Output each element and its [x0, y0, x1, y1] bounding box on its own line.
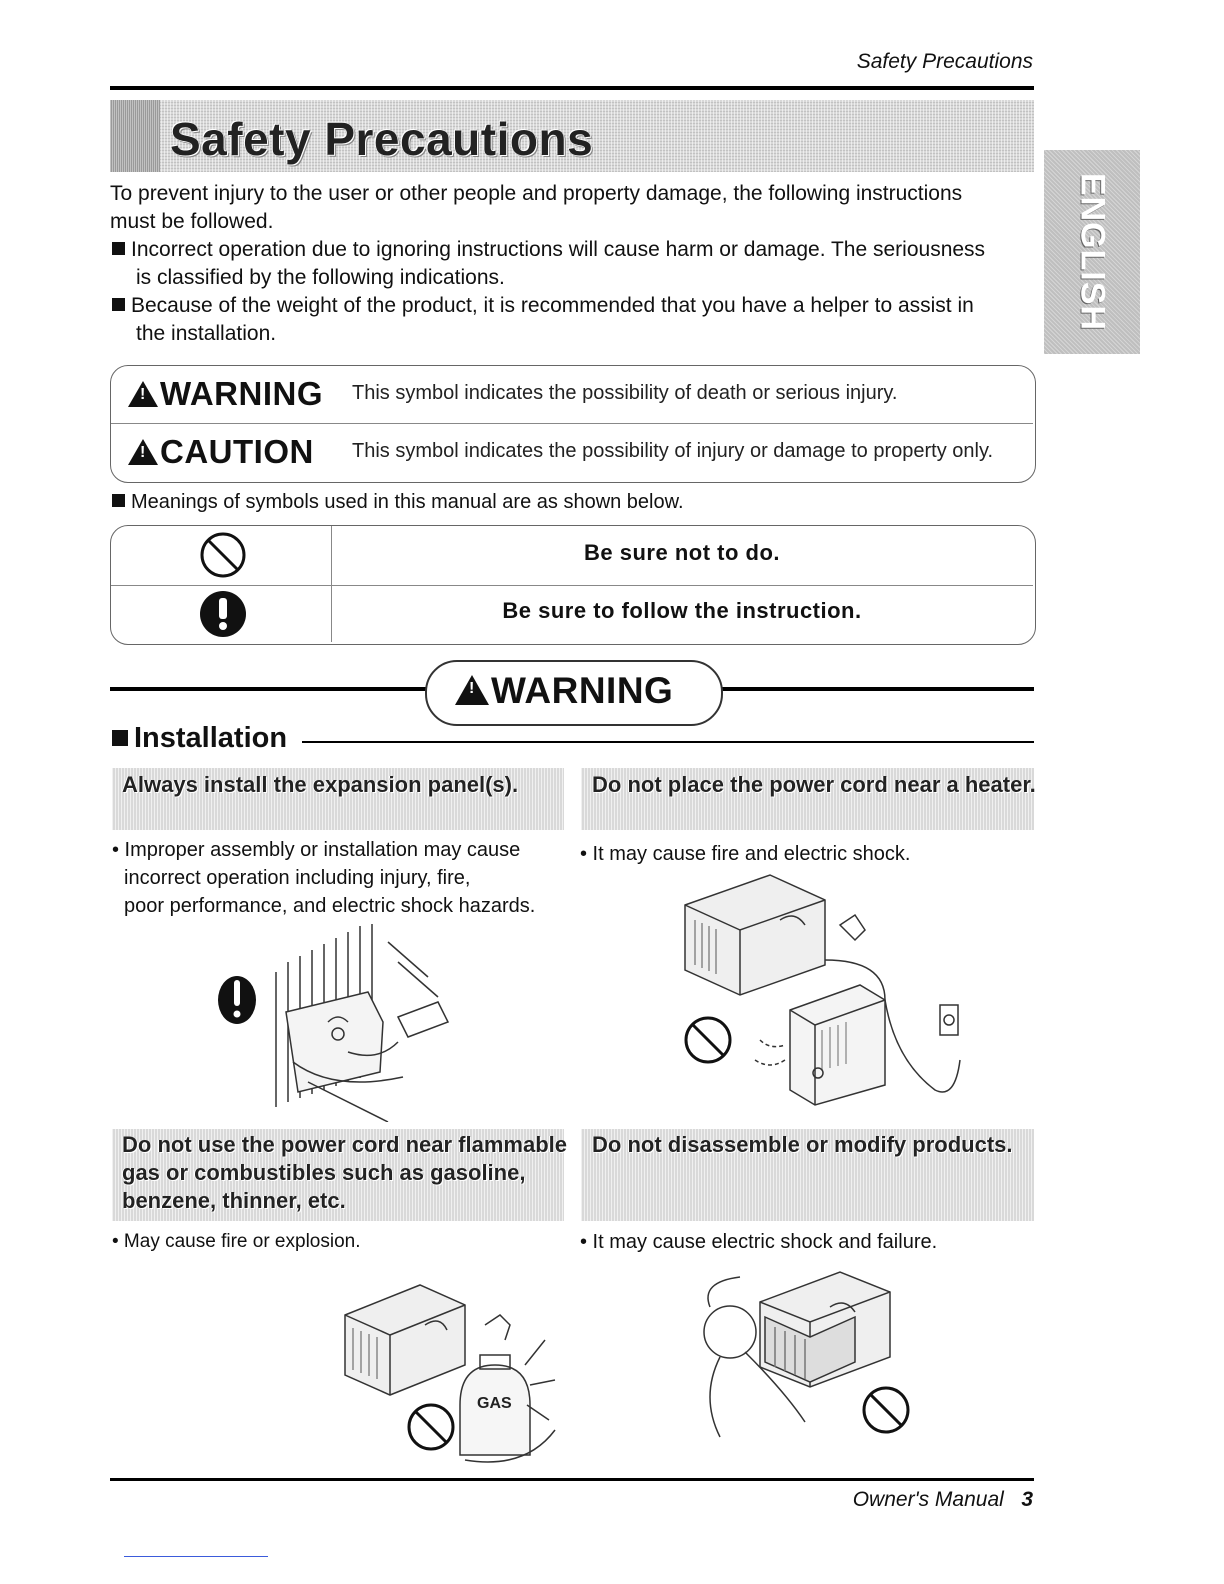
language-tab-label: ENGLISH	[1073, 172, 1112, 332]
square-bullet-icon	[112, 242, 125, 255]
warning-badge-word: WARNING	[491, 670, 674, 711]
bottom-rule	[110, 1478, 1034, 1481]
warning-rule-left	[110, 687, 426, 691]
item2-desc: • It may cause fire and electric shock.	[580, 843, 911, 865]
page-footer	[700, 1488, 1033, 1512]
disassembly-illustration	[690, 1262, 930, 1462]
section-heading-rule	[302, 741, 1034, 743]
item1-desc-line-2: incorrect operation including injury, fire,	[124, 867, 471, 889]
warning-signal	[128, 375, 323, 413]
prohibited-meaning: Be sure not to do.	[584, 540, 780, 565]
prohibited-icon	[198, 530, 248, 580]
intro-line-1: To prevent injury to the user or other people and property damage, the following instructions	[110, 182, 963, 205]
gas-illustration	[335, 1265, 575, 1475]
gas-label: GAS	[477, 1395, 512, 1412]
page-title: Safety Precautions	[170, 113, 594, 165]
item1-desc-line-3: poor performance, and electric shock hazards.	[124, 895, 536, 917]
caution-description: This symbol indicates the possibility of injury or damage to property only.	[352, 440, 994, 462]
item3-title-line-3: benzene, thinner, etc.	[122, 1188, 346, 1213]
intro-line-2: must be followed.	[110, 210, 274, 233]
intro-bullet-1-text: Incorrect operation due to ignoring instructions will cause harm or damage. The seriousness	[131, 238, 986, 261]
caution-signal	[128, 433, 314, 471]
section-heading-text: Installation	[134, 722, 288, 754]
meanings-intro-text: Meanings of symbols used in this manual are as shown below.	[131, 491, 684, 513]
item3-title-line-1: Do not use the power cord near flammable	[122, 1132, 567, 1157]
mandatory-icon	[198, 589, 248, 639]
square-bullet-icon	[112, 494, 125, 507]
installation-illustration	[198, 922, 458, 1122]
intro-bullet-2	[112, 292, 1032, 320]
warning-description: This symbol indicates the possibility of death or serious injury.	[352, 382, 898, 404]
warning-word: WARNING	[160, 375, 323, 412]
item3-desc: • May cause fire or explosion.	[112, 1231, 361, 1252]
mandatory-meaning: Be sure to follow the instruction.	[502, 598, 862, 623]
meanings-intro	[112, 488, 684, 516]
caution-word: CAUTION	[160, 433, 314, 470]
caution-triangle-icon	[128, 439, 158, 465]
intro-bullet-1-cont: is classified by the following indications.	[136, 266, 505, 289]
square-bullet-icon	[112, 730, 128, 746]
item1-title: Always install the expansion panel(s).	[122, 772, 519, 797]
item4-title: Do not disassemble or modify products.	[592, 1132, 1013, 1157]
footer-manual-title: Owner's Manual	[852, 1488, 1004, 1511]
section-heading	[112, 722, 287, 755]
language-tab	[1044, 150, 1140, 354]
warning-triangle-icon	[128, 381, 158, 407]
top-rule	[110, 86, 1034, 90]
link-underline	[124, 1556, 268, 1557]
meaning-table-hline	[111, 585, 1033, 586]
item1-desc-line-1: • Improper assembly or installation may cause	[112, 839, 521, 861]
item3-title-line-2: gas or combustibles such as gasoline,	[122, 1160, 526, 1185]
warning-rule-right	[718, 687, 1034, 691]
warning-triangle-icon	[455, 675, 489, 705]
signal-word-divider	[111, 423, 1033, 424]
heater-illustration	[640, 870, 980, 1110]
running-header: Safety Precautions	[856, 50, 1033, 73]
intro-paragraph	[110, 180, 1030, 236]
intro-bullet-1	[112, 236, 1032, 264]
item2-title: Do not place the power cord near a heater.	[592, 772, 1036, 797]
warning-badge-content	[455, 670, 673, 712]
banner-accent	[110, 100, 160, 172]
item4-desc: • It may cause electric shock and failure.	[580, 1231, 938, 1253]
intro-bullet-2-text: Because of the weight of the product, it is recommended that you have a helper to assist in	[131, 294, 974, 317]
intro-bullet-2-cont: the installation.	[136, 322, 277, 345]
page-number: 3	[1021, 1488, 1033, 1511]
square-bullet-icon	[112, 298, 125, 311]
